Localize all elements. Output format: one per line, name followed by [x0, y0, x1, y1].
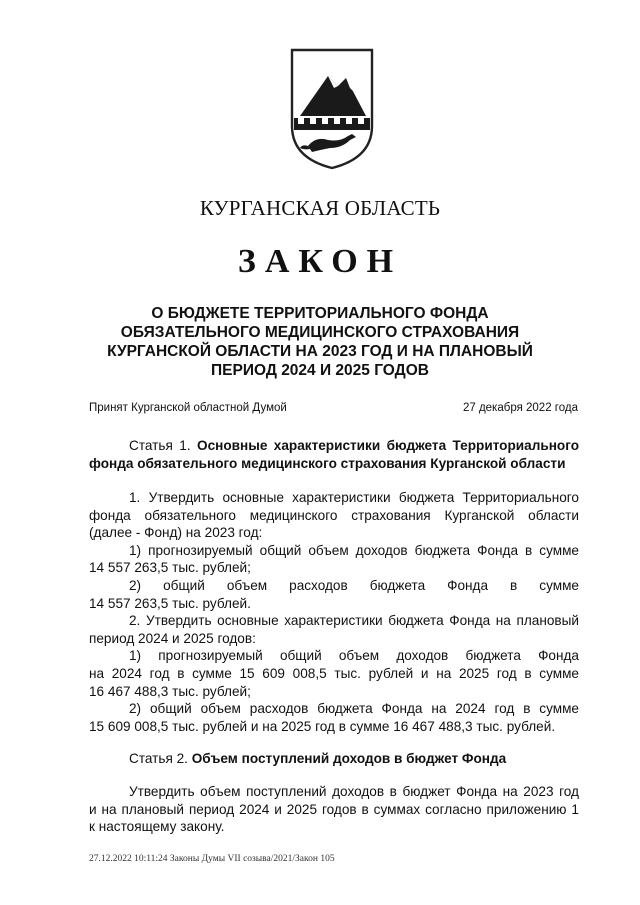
paragraph-line: 2. Утвердить основные характеристики бюджета Фонда на плановый	[129, 613, 579, 629]
law-title-line: О БЮДЖЕТЕ ТЕРРИТОРИАЛЬНОГО ФОНДА	[151, 305, 489, 322]
paragraph-line: период 2024 и 2025 годов:	[89, 630, 256, 646]
article-1-title: Основные характеристики бюджета Территориального	[197, 438, 579, 453]
law-title-line: ПЕРИОД 2024 И 2025 ГОДОВ	[211, 362, 429, 379]
article-2-label: Статья 2.	[129, 751, 188, 766]
article-2-heading	[89, 750, 579, 768]
paragraph-line: 14 557 263,5 тыс. рублей;	[89, 560, 251, 576]
region-name: КУРГАНСКАЯ ОБЛАСТЬ	[199, 196, 441, 220]
paragraph-line: 15 609 008,5 тыс. рублей и на 2025 год в сумме 16 467 488,3 тыс. рублей.	[89, 718, 556, 734]
law-title-line: КУРГАНСКОЙ ОБЛАСТИ НА 2023 ГОД И НА ПЛАНОВЫЙ	[107, 343, 533, 360]
paragraph-line: на 2024 год в сумме 15 609 008,5 тыс. рублей и на 2025 год в сумме	[89, 665, 579, 681]
paragraph-line: 14 557 263,5 тыс. рублей.	[89, 595, 251, 611]
paragraph-line: 1. Утвердить основные характеристики бюджета Территориального	[129, 490, 579, 505]
law-title	[40, 304, 600, 380]
article-2-title: Объем поступлений доходов в бюджет Фонда	[191, 751, 507, 766]
paragraph-line: 2) общий объем расходов бюджета Фонда на 2024 год в сумме	[129, 701, 579, 717]
paragraph-line: (далее - Фонд) на 2023 год:	[89, 525, 263, 541]
paragraph-line: 1) прогнозируемый общий объем доходов бюджета Фонда в сумме	[129, 542, 579, 558]
paragraph-line: 16 467 488,3 тыс. рублей;	[89, 683, 251, 699]
paragraph-line: фонда обязательного медицинского страхования Курганской области	[89, 507, 579, 523]
article-1-heading-line: фонда обязательного медицинского страхования Курганской области	[89, 455, 566, 471]
coat-of-arms-icon	[290, 48, 374, 170]
law-title-line: ОБЯЗАТЕЛЬНОГО МЕДИЦИНСКОГО СТРАХОВАНИЯ	[120, 324, 520, 341]
article-1-label: Статья 1.	[129, 438, 191, 453]
paragraph-line: и на плановый период 2024 и 2025 годов в суммах согласно приложению 1	[89, 801, 579, 817]
document-type: ЗАКОН	[237, 243, 403, 280]
article-2-heading-line	[89, 750, 579, 768]
adopted-by: Принят Курганской областной Думой	[89, 402, 287, 414]
article-1-heading	[89, 437, 579, 472]
article-1-body	[89, 489, 579, 735]
footer-stamp: 27.12.2022 10:11:24 Законы Думы VII созыва/2021/Закон 105	[89, 854, 335, 864]
paragraph-line: 1) прогнозируемый общий объем доходов бюджета Фонда	[129, 648, 579, 664]
paragraph-line: к настоящему закону.	[89, 819, 225, 835]
article-2-body	[89, 783, 579, 836]
adoption-date: 27 декабря 2022 года	[462, 402, 578, 414]
paragraph-line: Утвердить объем поступлений доходов в бюджет Фонда на 2023 год	[129, 784, 579, 799]
article-1-heading-line	[89, 437, 579, 455]
paragraph-line: 2) общий объем расходов бюджета Фонда в сумме	[129, 577, 579, 593]
